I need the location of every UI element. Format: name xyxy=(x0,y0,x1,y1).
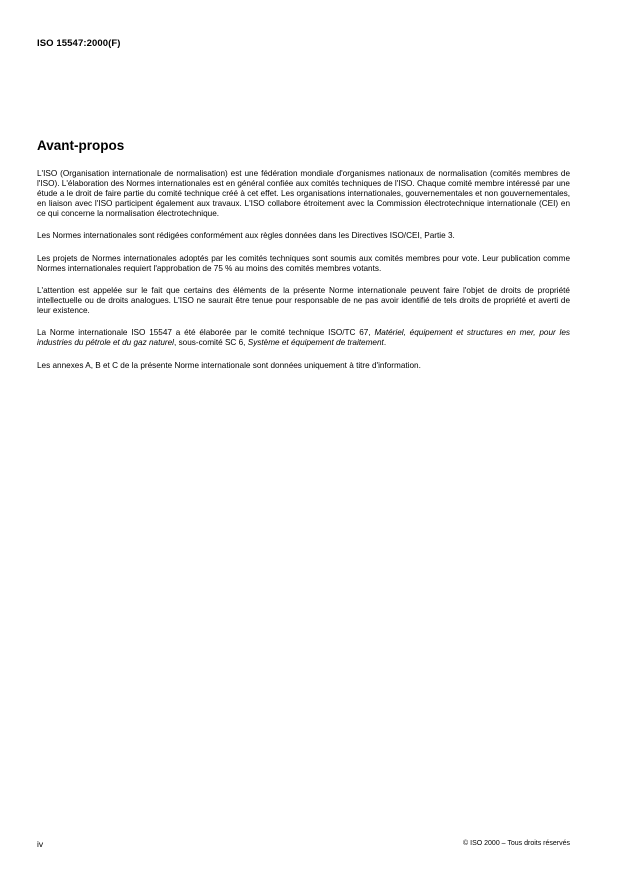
paragraph-patent-rights: L'attention est appelée sur le fait que certains des éléments de la présente Norme internationale peuvent faire l'objet de droits de propriété intellectuelle ou de droits analogues. L'ISO ne saurait être tenue pour responsable de ne pas avoir identifié de tels droits de propriété et averti de leur existence. xyxy=(37,285,570,316)
page-number: iv xyxy=(37,839,44,849)
document-header-id: ISO 15547:2000(F) xyxy=(37,38,121,49)
paragraph-committee xyxy=(37,328,570,348)
paragraph-iso-organisation: L'ISO (Organisation internationale de normalisation) est une fédération mondiale d'organismes nationaux de normalisation (comités membres de l'ISO). L'élaboration des Normes internationales est en général confiée aux comités techniques de l'ISO. Chaque comité membre intéressé par une étude a le droit de faire partie du comité technique créé à cet effet. Les organisations internationales, gouvernementales et non gouvernementales, en liaison avec l'ISO participent également aux travaux. L'ISO collabore étroitement avec la Commission électrotechnique internationale (CEI) en ce qui concerne la normalisation électrotechnique. xyxy=(37,169,570,219)
committee-text-2: , sous-comité SC 6, xyxy=(174,338,248,348)
subcommittee-title-italic: Système et équipement de traitement xyxy=(247,338,384,348)
paragraph-annexes: Les annexes A, B et C de la présente Norme internationale sont données uniquement à titre d'information. xyxy=(37,360,421,370)
committee-title-italic: Matériel, équipement et structures en mer, pour les industries du pétrole et du gaz naturel xyxy=(37,328,571,348)
copyright-notice: © ISO 2000 – Tous droits réservés xyxy=(463,840,570,847)
paragraph-directives: Les Normes internationales sont rédigées conformément aux règles données dans les Directives ISO/CEI, Partie 3. xyxy=(37,231,455,241)
committee-text-3: . xyxy=(383,338,387,348)
paragraph-voting: Les projets de Normes internationales adoptés par les comités techniques sont soumis aux comités membres pour vote. Leur publication comme Normes internationales requiert l'approbation de 75 % au moins des comités membres votants. xyxy=(37,253,570,273)
section-title: Avant-propos xyxy=(37,138,125,153)
foreword-body xyxy=(37,169,570,383)
committee-text-1: La Norme internationale ISO 15547 a été élaborée par le comité technique ISO/TC 67, xyxy=(37,328,375,338)
